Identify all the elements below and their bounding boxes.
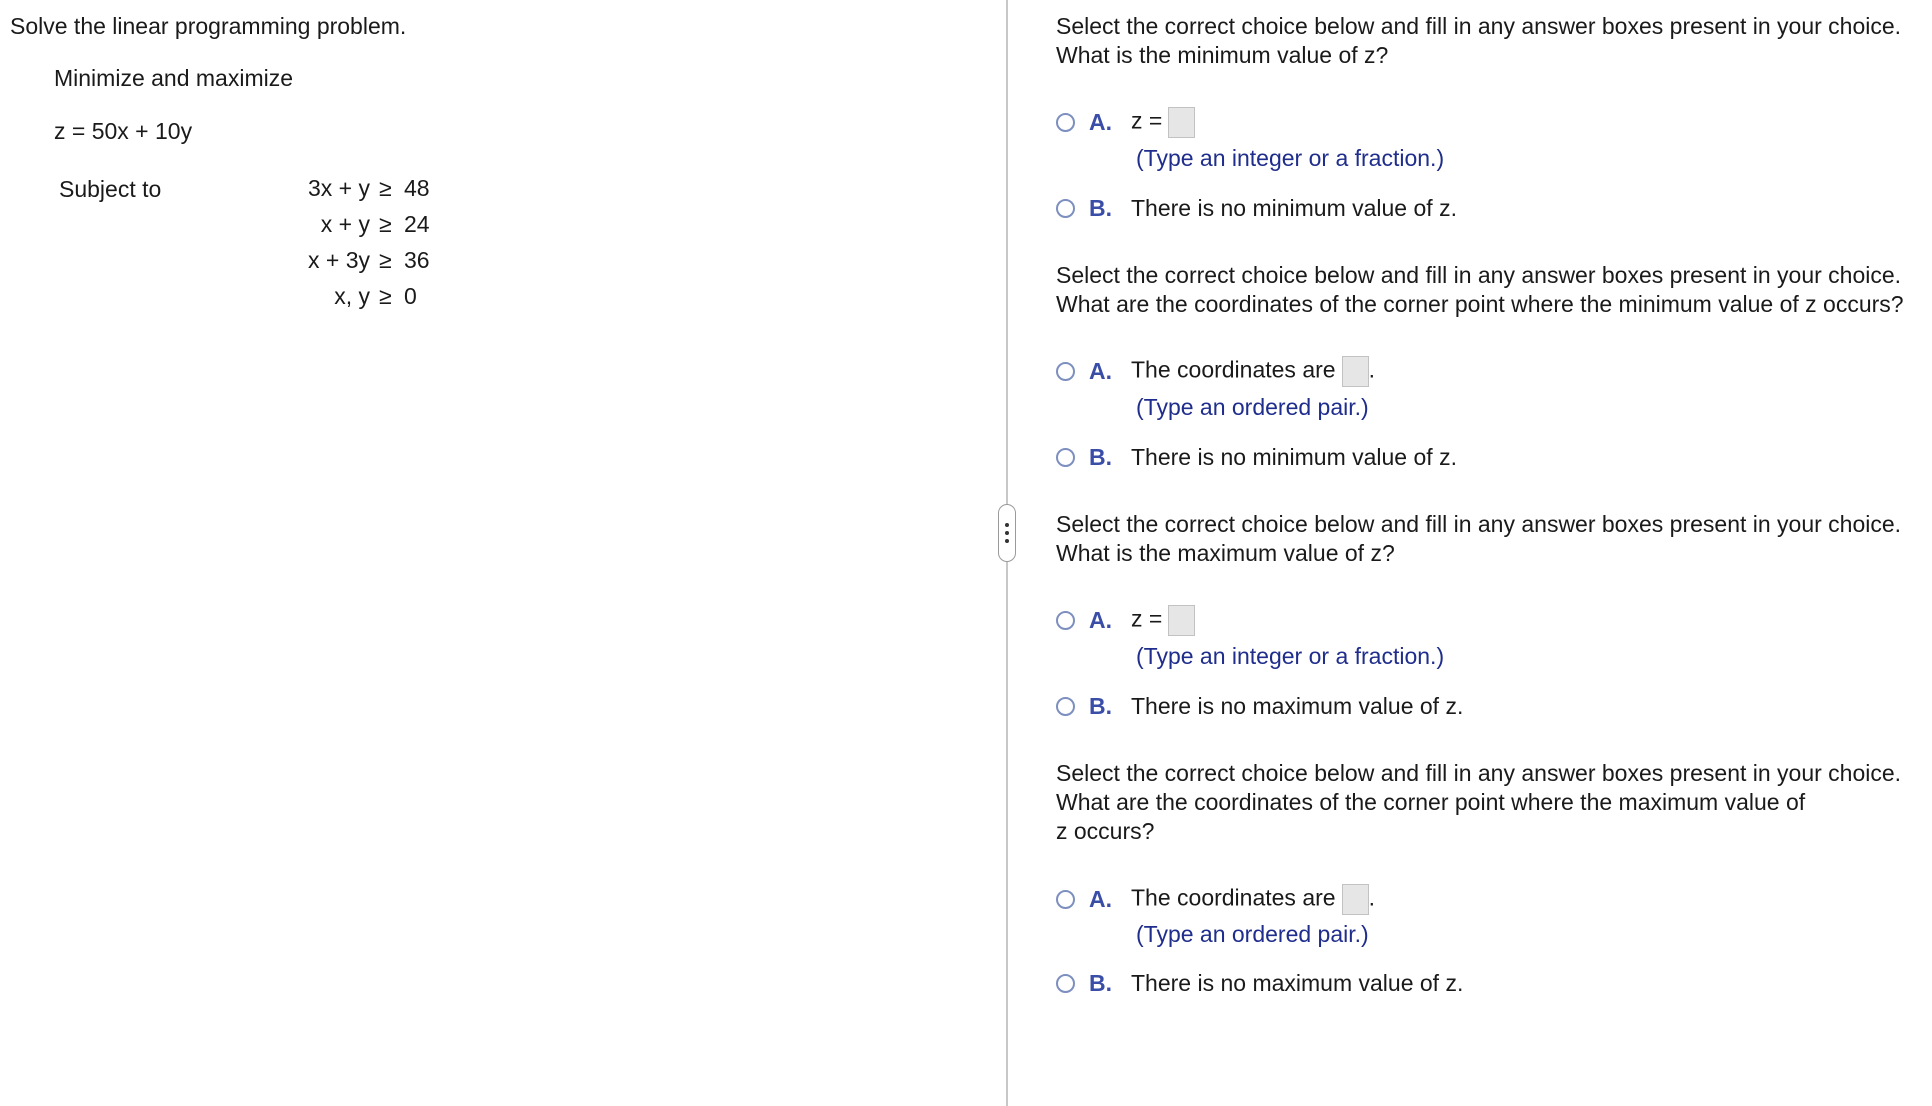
question-max-value bbox=[1056, 510, 1932, 719]
question-prompt: What is the minimum value of z? bbox=[1056, 42, 1389, 68]
choice-b-radio[interactable] bbox=[1056, 199, 1075, 218]
choice-a-prefix: z = bbox=[1131, 605, 1163, 632]
answer-input-box[interactable] bbox=[1168, 605, 1195, 636]
choice-letter: A. bbox=[1089, 357, 1112, 384]
choice-b-row[interactable] bbox=[1056, 689, 1463, 723]
constraint-rhs: 24 bbox=[404, 211, 430, 237]
question-min-value bbox=[1056, 12, 1932, 221]
question-min-corner-point bbox=[1056, 261, 1932, 470]
constraint-lhs: x + y bbox=[320, 211, 370, 237]
choice-a-suffix: . bbox=[1368, 884, 1375, 911]
answer-input-box[interactable] bbox=[1168, 107, 1195, 138]
choice-a-suffix: . bbox=[1368, 356, 1375, 383]
choice-b-text: There is no maximum value of z. bbox=[1131, 692, 1464, 719]
choice-letter: A. bbox=[1089, 108, 1112, 135]
constraint-rhs: 48 bbox=[404, 175, 430, 201]
question-prompt: Select the correct choice below and fill in any answer boxes present in your choice. bbox=[1056, 760, 1902, 786]
handle-dot bbox=[1005, 531, 1009, 535]
constraint-op: ≥ bbox=[379, 175, 392, 201]
question-prompt: Select the correct choice below and fill in any answer boxes present in your choice. bbox=[1056, 511, 1902, 537]
choice-letter: A. bbox=[1089, 885, 1112, 912]
question-prompt: What is the maximum value of z? bbox=[1056, 540, 1395, 566]
choice-letter: B. bbox=[1089, 692, 1112, 719]
question-prompt: Select the correct choice below and fill in any answer boxes present in your choice. bbox=[1056, 262, 1902, 288]
choice-a-text bbox=[1131, 356, 1375, 387]
handle-dot bbox=[1005, 539, 1009, 543]
choice-a-radio[interactable] bbox=[1056, 890, 1075, 909]
answer-format-hint: (Type an integer or a fraction.) bbox=[1136, 643, 1445, 669]
choice-b-radio[interactable] bbox=[1056, 974, 1075, 993]
pane-resize-handle[interactable] bbox=[998, 504, 1016, 562]
choice-a-prefix: The coordinates are bbox=[1131, 356, 1336, 383]
choice-b-text: There is no maximum value of z. bbox=[1131, 969, 1464, 996]
answer-format-hint: (Type an ordered pair.) bbox=[1136, 394, 1369, 420]
answer-input-box[interactable] bbox=[1342, 884, 1369, 915]
choice-a-row[interactable] bbox=[1056, 354, 1375, 388]
answer-input-box[interactable] bbox=[1342, 356, 1369, 387]
question-prompt: z occurs? bbox=[1056, 818, 1155, 844]
question-prompt: Select the correct choice below and fill in any answer boxes present in your choice. bbox=[1056, 13, 1902, 39]
choice-a-row[interactable] bbox=[1056, 882, 1375, 916]
choice-a-radio[interactable] bbox=[1056, 611, 1075, 630]
choice-letter: B. bbox=[1089, 443, 1112, 470]
constraint-op: ≥ bbox=[379, 247, 392, 273]
constraint-lhs: x + 3y bbox=[307, 247, 370, 273]
choice-a-text bbox=[1131, 884, 1375, 915]
choice-b-text: There is no minimum value of z. bbox=[1131, 194, 1457, 221]
constraint-lhs: 3x + y bbox=[307, 175, 370, 201]
choice-b-row[interactable] bbox=[1056, 966, 1463, 1000]
choice-b-radio[interactable] bbox=[1056, 697, 1075, 716]
question-max-corner-point bbox=[1056, 759, 1932, 999]
choice-a-row[interactable] bbox=[1056, 105, 1195, 139]
problem-instruction: Minimize and maximize bbox=[54, 65, 294, 91]
constraint-lhs: x, y bbox=[334, 283, 370, 309]
objective-function: z = 50x + 10y bbox=[54, 118, 193, 144]
question-prompt: What are the coordinates of the corner point where the maximum value of bbox=[1056, 789, 1806, 815]
choice-letter: B. bbox=[1089, 194, 1112, 221]
subject-to-label: Subject to bbox=[59, 176, 162, 202]
choice-a-radio[interactable] bbox=[1056, 113, 1075, 132]
choice-b-radio[interactable] bbox=[1056, 448, 1075, 467]
constraint-op: ≥ bbox=[379, 283, 392, 309]
answer-format-hint: (Type an integer or a fraction.) bbox=[1136, 145, 1445, 171]
choice-a-prefix: The coordinates are bbox=[1131, 884, 1336, 911]
choice-b-row[interactable] bbox=[1056, 440, 1457, 474]
problem-title: Solve the linear programming problem. bbox=[10, 13, 407, 39]
choice-a-row[interactable] bbox=[1056, 603, 1195, 637]
constraint-op: ≥ bbox=[379, 211, 392, 237]
answer-format-hint: (Type an ordered pair.) bbox=[1136, 921, 1369, 947]
questions-pane bbox=[1056, 0, 1932, 1106]
choice-letter: A. bbox=[1089, 606, 1112, 633]
choice-a-prefix: z = bbox=[1131, 107, 1163, 134]
choice-a-text bbox=[1131, 605, 1195, 636]
choice-b-row[interactable] bbox=[1056, 191, 1457, 225]
constraint-rhs: 36 bbox=[404, 247, 430, 273]
choice-letter: B. bbox=[1089, 969, 1112, 996]
handle-dot bbox=[1005, 523, 1009, 527]
constraint-rhs: 0 bbox=[404, 283, 417, 309]
choice-b-text: There is no minimum value of z. bbox=[1131, 443, 1457, 470]
question-prompt: What are the coordinates of the corner point where the minimum value of z occurs? bbox=[1056, 291, 1904, 317]
choice-a-text bbox=[1131, 107, 1195, 138]
choice-a-radio[interactable] bbox=[1056, 362, 1075, 381]
